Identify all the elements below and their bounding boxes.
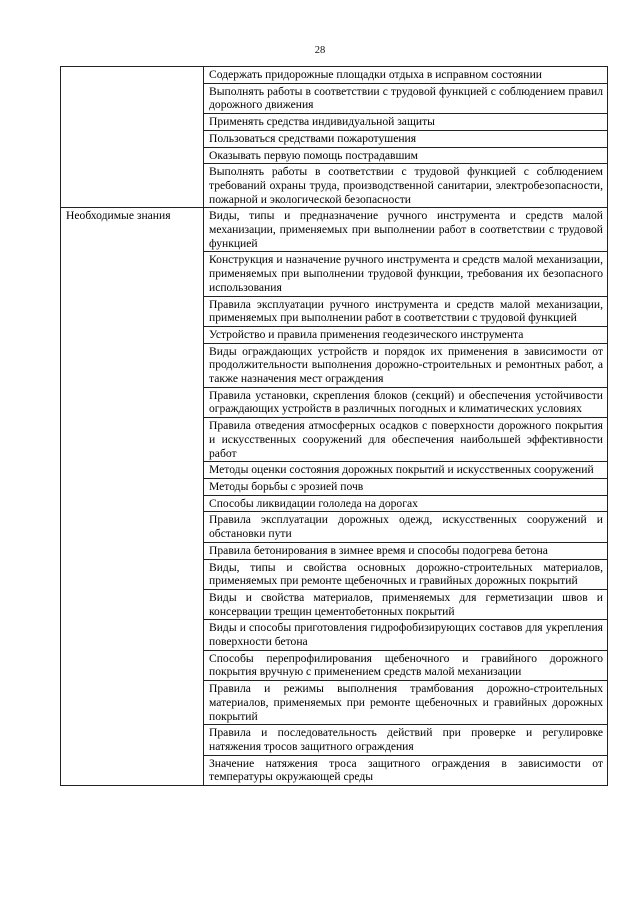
table-cell: Методы оценки состояния дорожных покрытий и искусственных сооружений — [204, 462, 608, 479]
table-cell: Методы борьбы с эрозией почв — [204, 478, 608, 495]
table-row — [61, 208, 608, 252]
table-cell: Правила и режимы выполнения трамбования дорожно-строительных материалов, применяемых при ремонте щебеночных и гравийных дорожных покрытий — [204, 681, 608, 725]
table-cell: Оказывать первую помощь пострадавшим — [204, 147, 608, 164]
table-cell: Правила эксплуатации ручного инструмента и средств малой механизации, применяемых при выполнении работ в соответствии с трудовой функцией — [204, 296, 608, 326]
table-cell: Виды, типы и предназначение ручного инструмента и средств малой механизации, применяемых при выполнении работ в соответствии с трудовой функцией — [204, 208, 608, 252]
table-cell: Виды ограждающих устройств и порядок их применения в зависимости от продолжительности выполнения дорожно-строительных и ремонтных работ, а также назначения мест ограждения — [204, 343, 608, 387]
table-cell: Правила отведения атмосферных осадков с поверхности дорожного покрытия и искусственных сооружений для обеспечения наибольшей эффективности работ — [204, 418, 608, 462]
table-cell: Правила эксплуатации дорожных одежд, искусственных сооружений и обстановки пути — [204, 512, 608, 542]
table-cell: Пользоваться средствами пожаротушения — [204, 130, 608, 147]
table-cell: Виды и свойства материалов, применяемых для герметизации швов и консервации трещин цементобетонных покрытий — [204, 589, 608, 619]
table-cell: Выполнять работы в соответствии с трудовой функцией с соблюдением требований охраны труда, производственной санитарии, электробезопасности, пожарной и экологической безопасности — [204, 164, 608, 208]
table-cell: Способы перепрофилирования щебеночного и гравийного дорожного покрытия вручную с применением средств малой механизации — [204, 650, 608, 680]
page-number: 28 — [314, 45, 326, 56]
table-cell: Выполнять работы в соответствии с трудовой функцией с соблюдением правил дорожного движения — [204, 83, 608, 113]
table-cell: Виды, типы и свойства основных дорожно-строительных материалов, применяемых при ремонте щебеночных и гравийных дорожных покрытий — [204, 559, 608, 589]
table-cell: Содержать придорожные площадки отдыха в исправном состоянии — [204, 67, 608, 84]
table-cell: Устройство и правила применения геодезического инструмента — [204, 326, 608, 343]
table-cell: Способы ликвидации гололеда на дорогах — [204, 495, 608, 512]
table-cell: Значение натяжения троса защитного ограждения в зависимости от температуры окружающей среды — [204, 755, 608, 785]
table-cell: Правила бетонирования в зимнее время и способы подогрева бетона — [204, 542, 608, 559]
section-label-knowledge: Необходимые знания — [61, 208, 204, 786]
table-cell: Правила установки, скрепления блоков (секций) и обеспечения устойчивости ограждающих устройств в различных погодных и климатических условиях — [204, 387, 608, 417]
table-cell: Виды и способы приготовления гидрофобизирующих составов для укрепления поверхности бетона — [204, 620, 608, 650]
section-label-empty — [61, 67, 204, 208]
table-row — [61, 67, 608, 84]
table-body — [61, 67, 608, 786]
qualification-table — [60, 66, 608, 786]
table-cell: Правила и последовательность действий при проверке и регулировке натяжения тросов защитного ограждения — [204, 725, 608, 755]
table-cell: Конструкция и назначение ручного инструмента и средств малой механизации, применяемых при выполнении трудовой функции, требования их безопасного использования — [204, 252, 608, 296]
table-cell: Применять средства индивидуальной защиты — [204, 114, 608, 131]
